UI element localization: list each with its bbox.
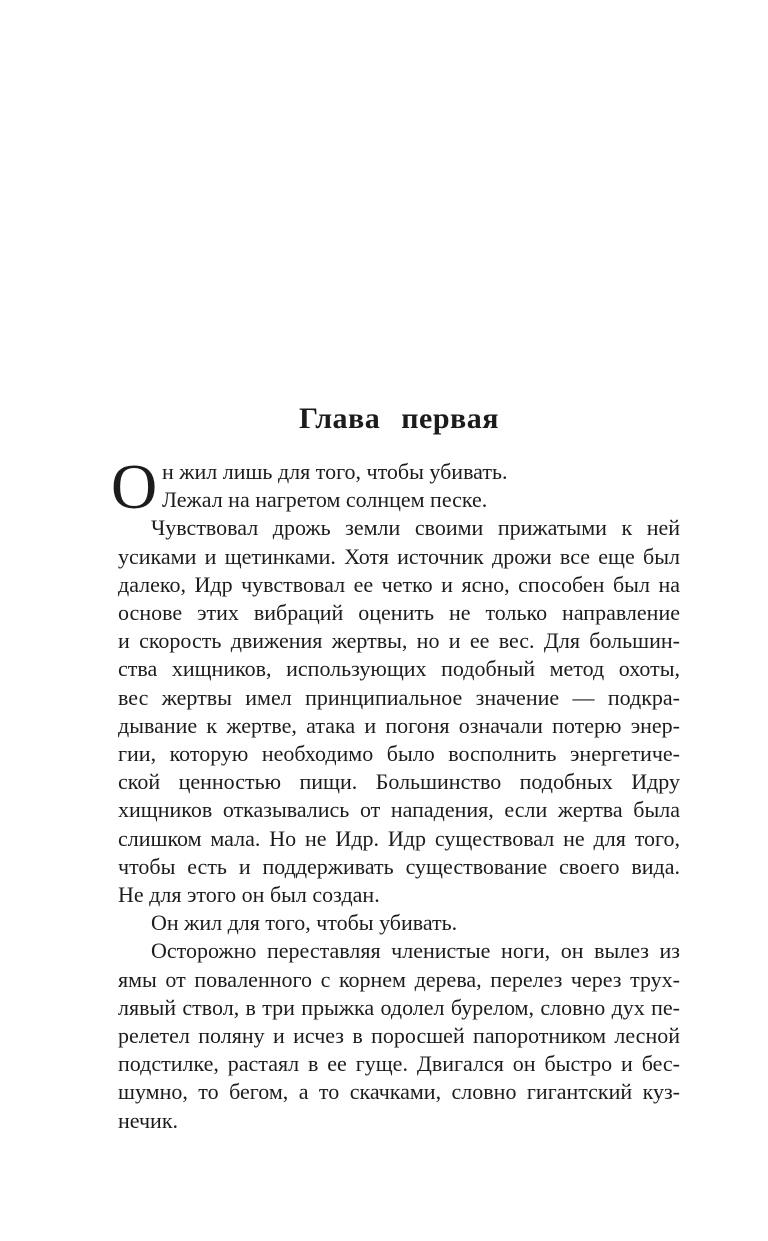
- text-line: и скорость движения жертвы, но и ее вес. Для большин-: [118, 628, 680, 654]
- text-line: чтобы есть и поддерживать существование своего вида.: [118, 853, 680, 879]
- text-line: хищников отказывались от нападения, если жертва была: [118, 797, 680, 823]
- text-line: Чувствовал дрожь земли своими прижатыми к ней: [151, 515, 680, 541]
- text-line: ства хищников, использующих подобный метод охоты,: [118, 656, 680, 682]
- text-line: Осторожно переставляя членистые ноги, он вылез из: [151, 938, 680, 964]
- opening-paragraph: [111, 451, 680, 522]
- text-line: гии, которую необходимо было восполнить энергетиче-: [118, 741, 680, 767]
- body-text: [111, 451, 680, 1135]
- text-line: Не для этого он был создан.: [118, 882, 380, 908]
- text-line: нечик.: [118, 1107, 179, 1133]
- text-line: дывание к жертве, атака и погоня означали потерю энер-: [118, 712, 680, 738]
- text-line: вес жертвы имел принципиальное значение — подкра-: [118, 684, 680, 710]
- text-line: шумно, то бегом, а то скачками, словно гигантский куз-: [118, 1079, 680, 1105]
- text-line: подстилке, растаял в ее гуще. Двигался он быстро и бес-: [118, 1051, 680, 1077]
- text-line: ской ценностью пищи. Большинство подобных Идру: [118, 769, 680, 795]
- text-line: релетел поляну и исчез в поросшей папоротником лесной: [118, 1023, 680, 1049]
- drop-cap: О: [111, 451, 158, 522]
- text-line: усиками и щетинками. Хотя источник дрожи все еще был: [118, 543, 680, 569]
- text-line: основе этих вибраций оценить не только направление: [118, 600, 680, 626]
- chapter-heading: Глава первая: [299, 402, 499, 435]
- text-line: лявый ствол, в три прыжка одолел бурелом, словно дух пе-: [118, 994, 680, 1020]
- text-line: Он жил для того, чтобы убивать.: [151, 910, 458, 936]
- text-line: Лежал на нагретом солнцем песке.: [162, 487, 488, 513]
- text-line: н жил лишь для того, чтобы убивать.: [162, 459, 508, 484]
- text-line: ямы от поваленного с корнем дерева, перелез через трух-: [118, 966, 680, 992]
- text-line: далеко, Идр чувствовал ее четко и ясно, способен был на: [118, 571, 680, 597]
- text-line: слишком мала. Но не Идр. Идр существовал не для того,: [118, 825, 680, 851]
